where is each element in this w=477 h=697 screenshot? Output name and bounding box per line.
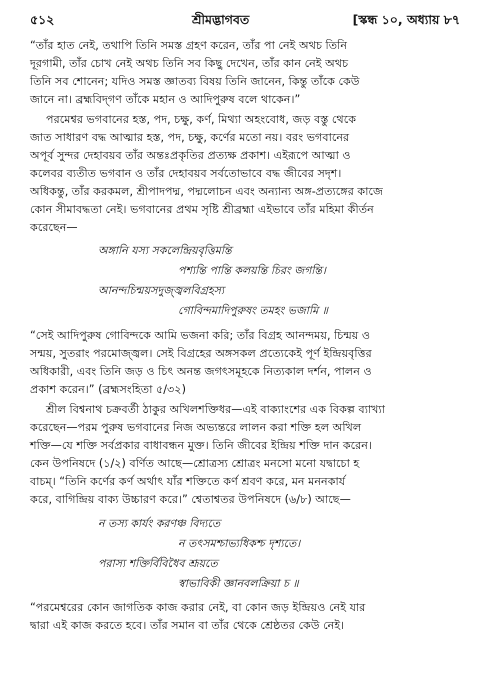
text-line: অপূর্ব সুন্দর দেহাবয়ব তাঁর অন্তঃপ্রকৃতির প্রত্যক্ষ প্রকাশ। এইরূপে আত্মা ও (30, 149, 351, 162)
text-line: করেছেন— (30, 221, 78, 234)
verse-line: অঙ্গানি যস্য সকলেন্দ্রিয়বৃত্তিমন্তি (98, 244, 232, 257)
verse-line: আনন্দচিন্ময়সদুজ্জ্বলবিগ্রহস্য (98, 284, 225, 297)
text-line: সন্ময়, সুতরাং পরমোজ্জ্বল। সেই বিগ্রহের অঙ্গসকল প্রত্যেকেই পূর্ণ ইন্দ্রিয়বৃত্তির (30, 347, 372, 360)
text-line: কেন উপনিষদে (১/২) বর্ণিত আছে—শ্রোত্রস্য শ্রোত্রং মনসো মনো যদ্বাচো হ (30, 457, 360, 470)
text-line: জাত সাধারণ বদ্ধ আত্মার হস্ত, পদ, চক্ষু, কর্ণের মতো নয়। বরং ভগবানের (30, 131, 350, 144)
text-line: “পরমেশ্বরের কোন জাগতিক কাজ করার নেই, বা কোন জড় ইন্দ্রিয়ও নেই যার (30, 601, 366, 614)
text-line: শ্রীল বিশ্বনাথ চক্রবর্তী ঠাকুর অখিলশক্তিধর—এই বাক্যাংশের এক বিকল্প ব্যাখ্যা (46, 403, 386, 416)
text-line: করে, বাগিন্দ্রিয় বাক্য উচ্চারণ করে।” শ্বেতাশ্বতর উপনিষদে (৬/৮) আছে— (30, 493, 351, 506)
text-line: জানে না। ব্রহ্মবিদ্‌গণ তাঁকে মহান ও আদিপুরুষ বলে থাকেন।” (30, 93, 301, 106)
verse-line: ন তৎসমশ্চাভ্যধিকশ্চ দৃশ্যতে। (178, 537, 301, 550)
text-line: কোন সীমাবদ্ধতা নেই। ভগবানের প্রথম সৃষ্টি শ্রীব্রহ্মা এইভাবে তাঁর মহিমা কীর্তন (30, 203, 374, 216)
text-line: “সেই আদিপুরুষ গোবিন্দকে আমি ভজনা করি; তাঁর বিগ্রহ আনন্দময়, চিন্ময় ও (30, 329, 371, 342)
verse-line: ন তস্য কার্যং করণঞ্চ বিদ্যতে (98, 517, 221, 530)
text-line: পরমেশ্বর ভগবানের হস্ত, পদ, চক্ষু, কর্ণ, মিথ্যা অহংবোধ, জড় বস্তু থেকে (46, 113, 357, 126)
verse-line: স্বাভাবিকী জ্ঞানবলক্রিয়া চ ॥ (178, 577, 299, 590)
text-line: তিনি সব শোনেন; যদিও সমস্ত জ্ঞাতব্য বিষয় তিনি জানেন, কিন্তু তাঁকে কেউ (30, 75, 360, 88)
text-line: বাচম্‌। “তিনি কর্ণের কর্ণ অর্থাৎ যাঁর শক্তিতে কর্ণ শ্রবণ করে, মন মননকার্য (30, 475, 346, 488)
verse-line: পরাস্য শক্তির্বিবিধৈব শ্রূয়তে (98, 557, 218, 570)
page-header (30, 12, 460, 32)
section-reference: [স্কন্ধ ১০, অধ্যায় ৮৭ (352, 12, 460, 27)
text-line: কলেবর ব্যতীত ভগবান ও তাঁর দেহাবয়ব সর্বতোভাবে বদ্ধ জীবের সদৃশ। (30, 167, 342, 180)
text-line: করেছেন—পরম পুরুষ ভগবানের নিজ অভ্যন্তরে লালন করা শক্তি হল অখিল (30, 421, 362, 434)
page-number: ৫১২ (30, 12, 55, 27)
text-line: দূরগামী, তাঁর চোখ নেই অথচ তিনি সব কিছু দেখেন, তাঁর কান নেই অথচ (30, 57, 349, 70)
verse-line: গোবিন্দমাদিপুরুষং তমহং ভজামি ॥ (178, 304, 328, 317)
text-line: প্রকাশ করেন।” (ব্রহ্মসংহিতা ৫/৩২) (30, 383, 186, 396)
text-line: শক্তি—যে শক্তি সর্বপ্রকার বাধাবন্ধন মুক্ত। তিনি জীবের ইন্দ্রিয় শক্তি দান করেন। (30, 439, 372, 452)
text-line: অধিকারী, এবং তিনি জড় ও চিৎ অনন্ত জগৎসমূহকে নিত্যকাল দর্শন, পালন ও (30, 365, 372, 378)
book-title: শ্রীমদ্ভাগবত (192, 12, 250, 27)
verse-line: পশ্যন্তি পান্তি কলয়ন্তি চিরং জগন্তি। (178, 264, 326, 277)
text-line: অধিকন্তু, তাঁর করকমল, শ্রীপাদপদ্ম, পদ্মলোচন এবং অন্যান্য অঙ্গ-প্রত্যঙ্গের কাজে (30, 185, 383, 198)
text-line: দ্বারা এই কাজ করতে হবে। তাঁর সমান বা তাঁর থেকে শ্রেষ্ঠতর কেউ নেই। (30, 619, 345, 632)
text-line: “তাঁর হাত নেই, তথাপি তিনি সমস্ত গ্রহণ করেন, তাঁর পা নেই অথচ তিনি (30, 39, 348, 52)
